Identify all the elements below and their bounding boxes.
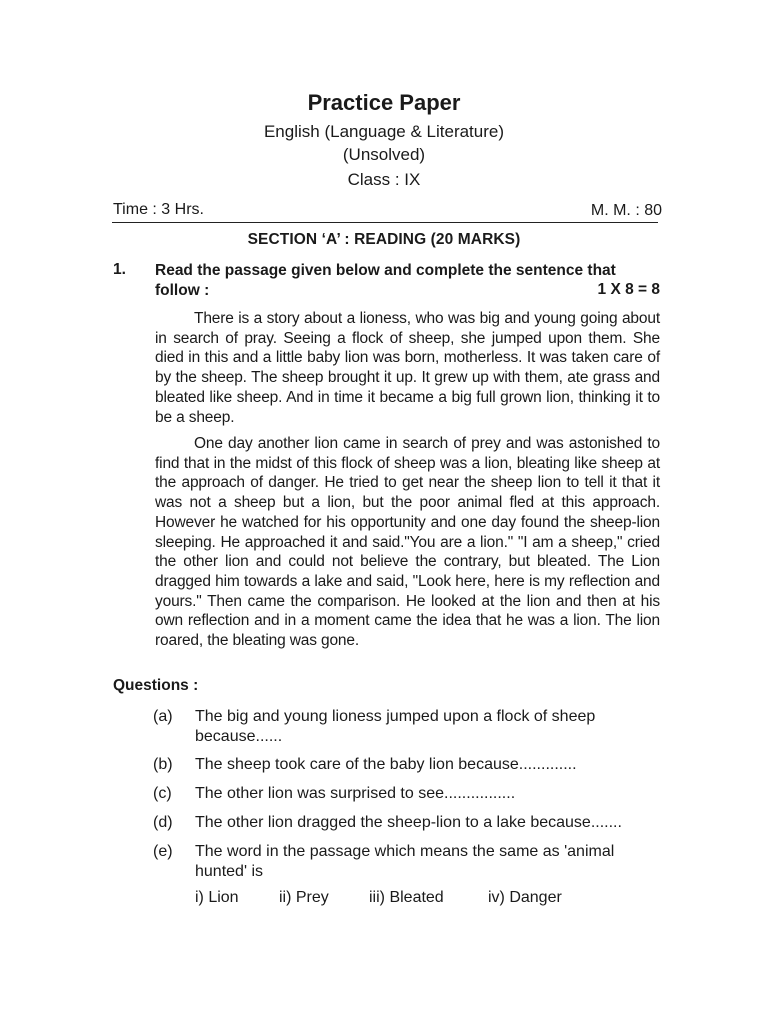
option-2: ii) Prey [279,889,329,906]
header-divider [112,222,658,223]
questions-heading: Questions : [113,677,199,694]
question-text: The big and young lioness jumped upon a flock of sheep because...... [195,708,596,745]
question-label: (b) [153,756,173,773]
question-number: 1. [113,261,126,278]
option-3: iii) Bleated [369,889,444,906]
option-1: i) Lion [195,889,239,906]
question-marks: 1 X 8 = 8 [597,281,660,298]
passage-paragraph-2: One day another lion came in search of prey and was astonished to find that in the midst of this flock of sheep was a lion, bleating like sheep at the approach of danger. He tried to get near the sheep lion to tell it that it was not a sheep but a lion, but the poor animal fled at this approach. However he watched for his opportunity and one day found the sheep-lion sleeping. He approached it and said."You are a lion." "I am a sheep," cried the other lion and could not believe the contrary, but bleated. The Lion dragged him towards a lake and said, "Look here, here is my reflection and yours." Then came the comparison. He looked at the lion and then at his own reflection and in a moment came the idea that he was a lion. The lion roared, the bleating was gone. [155,435,660,650]
section-heading: SECTION ‘A’ : READING (20 MARKS) [247,231,521,248]
question-instruction: Read the passage given below and complete the sentence that follow : [155,262,616,299]
question-label: (c) [153,785,172,802]
paper-subject: English (Language & Literature) [263,122,505,141]
paper-title: Practice Paper [307,90,461,115]
question-text: The other lion was surprised to see................ [195,785,516,802]
question-text: The word in the passage which means the same as 'animal hunted' is [195,843,615,880]
question-label: (a) [153,708,173,725]
passage-paragraph-1: There is a story about a lioness, who was big and young going about in search of pray. Seeing a flock of sheep, she jumped upon them. She died in this and a little baby lion was born, motherless. It was taken care of by the sheep. The sheep brought it up. It grew up with them, ate grass and bleated like sheep. And in time it became a big full grown lion, thinking it to be a sheep. [155,310,660,426]
question-text: The sheep took care of the baby lion because............. [195,756,577,773]
maximum-marks: M. M. : 80 [590,202,662,219]
paper-class: Class : IX [347,170,421,189]
question-text: The other lion dragged the sheep-lion to a lake because....... [195,814,622,831]
paper-status: (Unsolved) [342,145,426,164]
option-4: iv) Danger [488,889,562,906]
question-label: (e) [153,843,173,860]
time-allowed: Time : 3 Hrs. [113,201,204,218]
question-label: (d) [153,814,173,831]
